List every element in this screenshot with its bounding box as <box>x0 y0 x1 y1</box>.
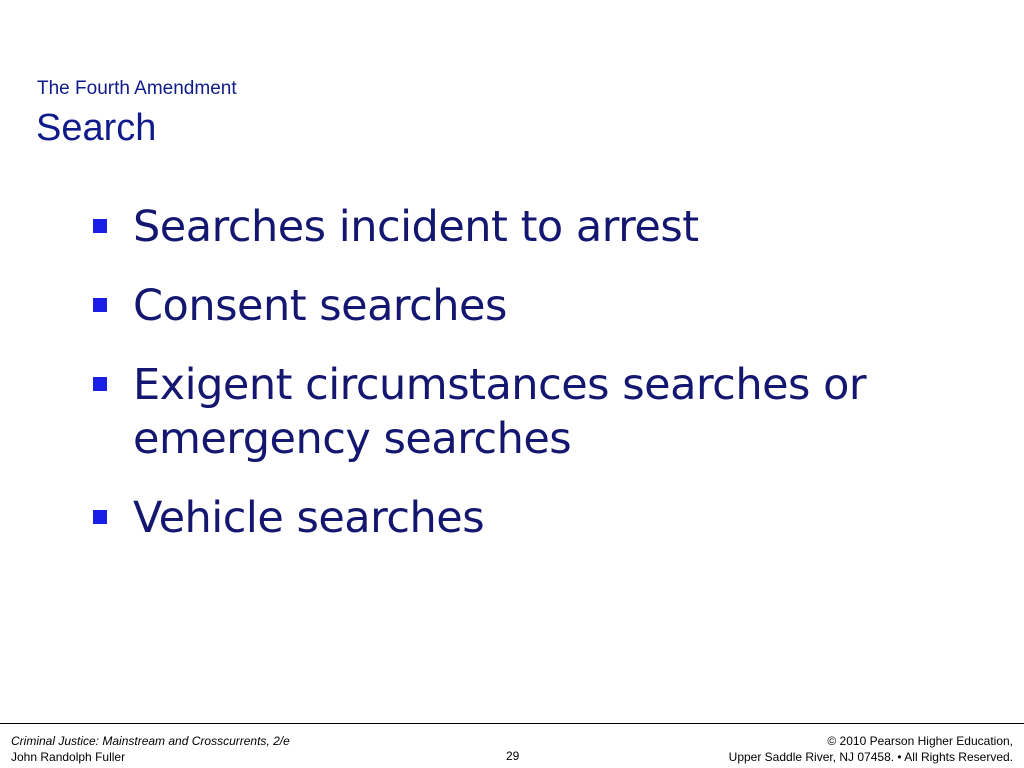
bullet-item <box>90 200 970 254</box>
slide-subtitle: The Fourth Amendment <box>37 78 237 99</box>
bullet-item <box>90 358 970 466</box>
bullet-text: Vehicle searches <box>133 493 485 543</box>
page-number: 29 <box>506 749 520 763</box>
bullet-item <box>90 491 970 545</box>
square-bullet-icon <box>93 377 107 391</box>
footer-book-info <box>11 733 290 765</box>
footer-author: John Randolph Fuller <box>11 750 126 764</box>
square-bullet-icon <box>93 510 107 524</box>
bullet-text: Consent searches <box>133 281 507 331</box>
bullet-text: Exigent circumstances searches or emergency searches <box>133 360 867 464</box>
bullet-text: Searches incident to arrest <box>133 202 699 252</box>
copyright-line-2: Upper Saddle River, NJ 07458. • All Rights Reserved. <box>728 750 1013 764</box>
copyright-line-1: © 2010 Pearson Higher Education, <box>827 734 1013 748</box>
slide-title: Search <box>36 107 157 149</box>
square-bullet-icon <box>93 219 107 233</box>
bullet-list <box>90 200 970 570</box>
footer-copyright <box>729 733 1013 765</box>
square-bullet-icon <box>93 298 107 312</box>
bullet-item <box>90 279 970 333</box>
footer-book-title: Criminal Justice: Mainstream and Crosscurrents, 2/e <box>11 734 290 748</box>
footer-divider <box>0 723 1024 724</box>
